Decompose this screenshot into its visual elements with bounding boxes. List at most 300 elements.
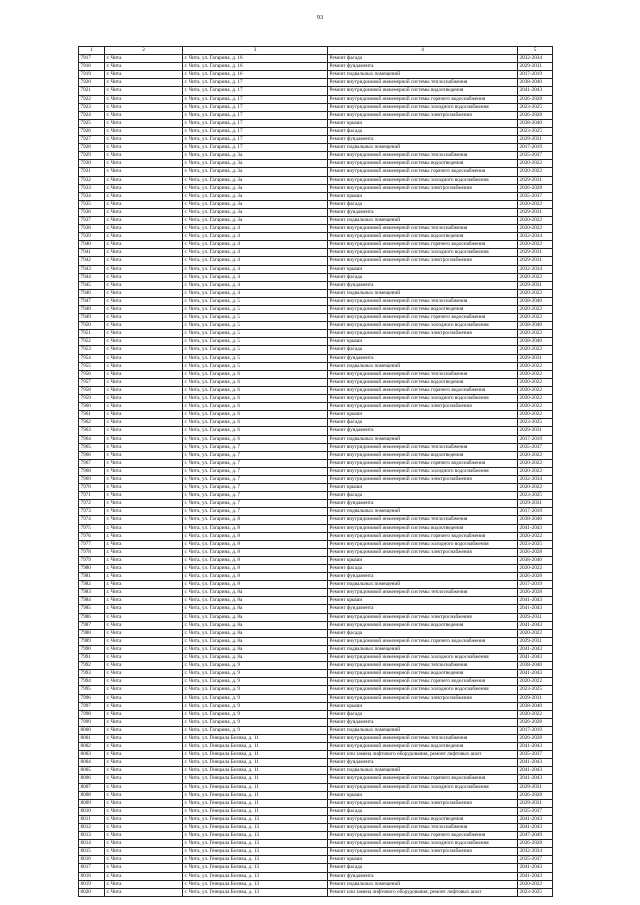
table-row: [79, 710, 553, 718]
cell-work-type: Ремонт внутридомовой инженерной системы водоотведения: [328, 670, 518, 678]
cell-period: 2038-2040: [518, 322, 553, 330]
cell-work-type: Ремонт внутридомовой инженерной системы электроснабжения: [328, 548, 518, 556]
cell-number: 7976: [79, 532, 105, 540]
table-row: [79, 565, 553, 573]
cell-period: 2020-2022: [518, 168, 553, 176]
cell-number: 7953: [79, 346, 105, 354]
cell-period: 2041-2043: [518, 605, 553, 613]
table-row: [79, 354, 553, 362]
cell-period: 2020-2022: [518, 395, 553, 403]
cell-municipality: г. Чита: [105, 322, 183, 330]
table-row: [79, 508, 553, 516]
cell-number: 7939: [79, 233, 105, 241]
cell-period: 2029-2031: [518, 63, 553, 71]
cell-period: 2035-2037: [518, 152, 553, 160]
cell-work-type: Ремонт крыши: [328, 265, 518, 273]
cell-address: г. Чита, ул. Гагарина, д. 5: [183, 354, 328, 362]
cell-address: г. Чита, ул. Гагарина, д. 4: [183, 273, 328, 281]
table-row: [79, 338, 553, 346]
cell-period: 2020-2022: [518, 411, 553, 419]
cell-address: г. Чита, ул. Гагарина, д. 16: [183, 71, 328, 79]
cell-address: г. Чита, ул. Гагарина, д. 4: [183, 289, 328, 297]
cell-number: 8019: [79, 880, 105, 888]
cell-municipality: г. Чита: [105, 403, 183, 411]
table-row: [79, 589, 553, 597]
cell-municipality: г. Чита: [105, 443, 183, 451]
cell-address: г. Чита, ул. Гагарина, д. 8а: [183, 597, 328, 605]
table-row: [79, 759, 553, 767]
cell-municipality: г. Чита: [105, 168, 183, 176]
cell-municipality: г. Чита: [105, 281, 183, 289]
table-row: [79, 208, 553, 216]
cell-period: 2029-2031: [518, 249, 553, 257]
cell-number: 8011: [79, 815, 105, 823]
cell-work-type: Ремонт внутридомовой инженерной системы горячего водоснабжения: [328, 678, 518, 686]
cell-municipality: г. Чита: [105, 289, 183, 297]
table-row: [79, 273, 553, 281]
cell-municipality: г. Чита: [105, 257, 183, 265]
cell-municipality: г. Чита: [105, 759, 183, 767]
cell-period: 2017-2019: [518, 71, 553, 79]
cell-municipality: г. Чита: [105, 621, 183, 629]
cell-work-type: Ремонт крыши: [328, 192, 518, 200]
cell-municipality: г. Чита: [105, 216, 183, 224]
cell-number: 7946: [79, 289, 105, 297]
cell-work-type: Ремонт подвальных помещений: [328, 726, 518, 734]
cell-address: г. Чита, ул. Генерала Белика, д. 13: [183, 888, 328, 896]
cell-address: г. Чита, ул. Генерала Белика, д. 11: [183, 734, 328, 742]
cell-number: 7989: [79, 637, 105, 645]
cell-address: г. Чита, ул. Гагарина, д. 17: [183, 87, 328, 95]
cell-period: 2020-2022: [518, 403, 553, 411]
table-row: [79, 249, 553, 257]
cell-address: г. Чита, ул. Гагарина, д. 6: [183, 395, 328, 403]
cell-municipality: г. Чита: [105, 273, 183, 281]
cell-number: 8003: [79, 751, 105, 759]
cell-work-type: Ремонт внутридомовой инженерной системы электроснабжения: [328, 257, 518, 265]
cell-municipality: г. Чита: [105, 249, 183, 257]
table-header-row: [79, 47, 553, 55]
cell-municipality: г. Чита: [105, 346, 183, 354]
cell-number: 7957: [79, 378, 105, 386]
cell-municipality: г. Чита: [105, 645, 183, 653]
cell-period: 2023-2025: [518, 103, 553, 111]
cell-work-type: Ремонт фундамента: [328, 605, 518, 613]
table-row: [79, 888, 553, 896]
cell-period: 2020-2022: [518, 451, 553, 459]
cell-period: 2026-2028: [518, 184, 553, 192]
table-row: [79, 322, 553, 330]
cell-work-type: Ремонт внутридомовой инженерной системы горячего водоснабжения: [328, 95, 518, 103]
cell-period: 2020-2022: [518, 241, 553, 249]
cell-municipality: г. Чита: [105, 71, 183, 79]
cell-address: г. Чита, ул. Гагарина, д. 7: [183, 459, 328, 467]
cell-address: г. Чита, ул. Гагарина, д. 7: [183, 451, 328, 459]
cell-address: г. Чита, ул. Гагарина, д. 9: [183, 710, 328, 718]
cell-municipality: г. Чита: [105, 484, 183, 492]
cell-municipality: г. Чита: [105, 832, 183, 840]
cell-municipality: г. Чита: [105, 783, 183, 791]
table-row: [79, 832, 553, 840]
cell-work-type: Ремонт внутридомовой инженерной системы водоотведения: [328, 621, 518, 629]
cell-work-type: Ремонт внутридомовой инженерной системы горячего водоснабжения: [328, 775, 518, 783]
cell-number: 7928: [79, 144, 105, 152]
cell-address: г. Чита, ул. Гагарина, д. 8а: [183, 645, 328, 653]
table-row: [79, 119, 553, 127]
cell-period: 2041-2043: [518, 864, 553, 872]
cell-municipality: г. Чита: [105, 427, 183, 435]
table-row: [79, 613, 553, 621]
cell-number: 7998: [79, 710, 105, 718]
cell-number: 7917: [79, 55, 105, 63]
cell-work-type: Ремонт внутридомовой инженерной системы теплоснабжения: [328, 589, 518, 597]
table-row: [79, 427, 553, 435]
cell-municipality: г. Чита: [105, 718, 183, 726]
cell-address: г. Чита, ул. Гагарина, д. 3а: [183, 216, 328, 224]
table-row: [79, 79, 553, 87]
cell-municipality: г. Чита: [105, 807, 183, 815]
table-row: [79, 694, 553, 702]
cell-municipality: г. Чита: [105, 629, 183, 637]
cell-number: 7995: [79, 686, 105, 694]
cell-address: г. Чита, ул. Генерала Белика, д. 11: [183, 767, 328, 775]
cell-number: 7933: [79, 184, 105, 192]
cell-municipality: г. Чита: [105, 103, 183, 111]
cell-address: г. Чита, ул. Гагарина, д. 17: [183, 144, 328, 152]
cell-address: г. Чита, ул. Гагарина, д. 8: [183, 532, 328, 540]
column-header-address: 3: [183, 47, 328, 55]
table-row: [79, 629, 553, 637]
table-row: [79, 111, 553, 119]
cell-period: 2029-2031: [518, 136, 553, 144]
table-row: [79, 500, 553, 508]
table-row: [79, 880, 553, 888]
cell-number: 7984: [79, 597, 105, 605]
cell-period: 2035-2037: [518, 807, 553, 815]
cell-number: 7935: [79, 200, 105, 208]
table-row: [79, 799, 553, 807]
cell-period: 2026-2028: [518, 573, 553, 581]
table-row: [79, 63, 553, 71]
cell-address: г. Чита, ул. Гагарина, д. 16: [183, 63, 328, 71]
cell-municipality: г. Чита: [105, 225, 183, 233]
cell-municipality: г. Чита: [105, 411, 183, 419]
cell-period: 2029-2031: [518, 281, 553, 289]
cell-period: 2026-2028: [518, 95, 553, 103]
cell-work-type: Ремонт внутридомовой инженерной системы холодного водоснабжения: [328, 395, 518, 403]
cell-address: г. Чита, ул. Гагарина, д. 4: [183, 241, 328, 249]
cell-municipality: г. Чита: [105, 540, 183, 548]
cell-number: 7936: [79, 208, 105, 216]
cell-work-type: Ремонт внутридомовой инженерной системы холодного водоснабжения: [328, 176, 518, 184]
cell-number: 7950: [79, 322, 105, 330]
cell-address: г. Чита, ул. Гагарина, д. 7: [183, 508, 328, 516]
cell-municipality: г. Чита: [105, 378, 183, 386]
cell-number: 7977: [79, 540, 105, 548]
table-row: [79, 637, 553, 645]
cell-work-type: Ремонт подвальных помещений: [328, 289, 518, 297]
cell-period: 2029-2031: [518, 257, 553, 265]
cell-period: 2023-2025: [518, 419, 553, 427]
table-row: [79, 378, 553, 386]
cell-address: г. Чита, ул. Гагарина, д. 8: [183, 516, 328, 524]
cell-period: 2020-2022: [518, 362, 553, 370]
cell-period: 2032-2034: [518, 475, 553, 483]
cell-municipality: г. Чита: [105, 605, 183, 613]
cell-address: г. Чита, ул. Гагарина, д. 4: [183, 225, 328, 233]
cell-municipality: г. Чита: [105, 63, 183, 71]
cell-number: 7951: [79, 330, 105, 338]
table-row: [79, 540, 553, 548]
cell-municipality: г. Чита: [105, 306, 183, 314]
cell-work-type: Ремонт фасада: [328, 492, 518, 500]
cell-number: 7922: [79, 95, 105, 103]
cell-period: 2038-2040: [518, 297, 553, 305]
cell-number: 7940: [79, 241, 105, 249]
cell-municipality: г. Чита: [105, 136, 183, 144]
cell-work-type: Ремонт подвальных помещений: [328, 508, 518, 516]
cell-work-type: Ремонт фундамента: [328, 281, 518, 289]
table-row: [79, 807, 553, 815]
cell-municipality: г. Чита: [105, 726, 183, 734]
cell-number: 7990: [79, 645, 105, 653]
cell-period: 2020-2022: [518, 289, 553, 297]
cell-period: 2029-2031: [518, 208, 553, 216]
cell-work-type: Ремонт внутридомовой инженерной системы электроснабжения: [328, 848, 518, 856]
cell-municipality: г. Чита: [105, 127, 183, 135]
cell-period: 2020-2022: [518, 484, 553, 492]
cell-municipality: г. Чита: [105, 500, 183, 508]
cell-municipality: г. Чита: [105, 297, 183, 305]
cell-period: 2038-2040: [518, 702, 553, 710]
cell-work-type: Ремонт внутридомовой инженерной системы горячего водоснабжения: [328, 241, 518, 249]
cell-municipality: г. Чита: [105, 888, 183, 896]
cell-address: г. Чита, ул. Генерала Белика, д. 11: [183, 759, 328, 767]
cell-municipality: г. Чита: [105, 386, 183, 394]
cell-address: г. Чита, ул. Гагарина, д. 9: [183, 686, 328, 694]
cell-municipality: г. Чита: [105, 55, 183, 63]
cell-work-type: Ремонт внутридомовой инженерной системы теплоснабжения: [328, 516, 518, 524]
table-row: [79, 767, 553, 775]
cell-period: 2029-2031: [518, 783, 553, 791]
table-row: [79, 621, 553, 629]
cell-municipality: г. Чита: [105, 880, 183, 888]
cell-municipality: г. Чита: [105, 597, 183, 605]
cell-address: г. Чита, ул. Гагарина, д. 5: [183, 346, 328, 354]
cell-municipality: г. Чита: [105, 144, 183, 152]
cell-period: 2047-2049: [518, 832, 553, 840]
cell-address: г. Чита, ул. Генерала Белика, д. 11: [183, 791, 328, 799]
cell-work-type: Ремонт внутридомовой инженерной системы водоотведения: [328, 87, 518, 95]
cell-work-type: Ремонт подвальных помещений: [328, 767, 518, 775]
cell-work-type: Ремонт внутридомовой инженерной системы холодного водоснабжения: [328, 249, 518, 257]
cell-address: г. Чита, ул. Гагарина, д. 6: [183, 419, 328, 427]
cell-number: 7938: [79, 225, 105, 233]
table-row: [79, 362, 553, 370]
cell-period: 2038-2040: [518, 338, 553, 346]
cell-work-type: Ремонт внутридомовой инженерной системы холодного водоснабжения: [328, 686, 518, 694]
cell-period: 2023-2025: [518, 540, 553, 548]
cell-municipality: г. Чита: [105, 872, 183, 880]
cell-municipality: г. Чита: [105, 119, 183, 127]
cell-number: 7993: [79, 670, 105, 678]
cell-municipality: г. Чита: [105, 556, 183, 564]
cell-municipality: г. Чита: [105, 492, 183, 500]
cell-municipality: г. Чита: [105, 856, 183, 864]
cell-period: 2026-2028: [518, 840, 553, 848]
table-row: [79, 443, 553, 451]
cell-number: 7961: [79, 411, 105, 419]
cell-number: 7955: [79, 362, 105, 370]
cell-number: 8007: [79, 783, 105, 791]
cell-period: 2029-2031: [518, 354, 553, 362]
cell-period: 2029-2031: [518, 176, 553, 184]
cell-municipality: г. Чита: [105, 824, 183, 832]
cell-period: 2038-2040: [518, 516, 553, 524]
cell-municipality: г. Чита: [105, 508, 183, 516]
cell-period: 2041-2043: [518, 759, 553, 767]
cell-municipality: г. Чита: [105, 686, 183, 694]
cell-number: 7985: [79, 605, 105, 613]
cell-period: 2020-2022: [518, 346, 553, 354]
cell-address: г. Чита, ул. Генерала Белика, д. 11: [183, 799, 328, 807]
table-body: [79, 55, 553, 897]
cell-work-type: Ремонт или замена лифтового оборудования, ремонт лифтовых шахт: [328, 888, 518, 896]
cell-period: 2032-2034: [518, 233, 553, 241]
cell-work-type: Ремонт крыши: [328, 702, 518, 710]
table-row: [79, 775, 553, 783]
cell-work-type: Ремонт крыши: [328, 597, 518, 605]
cell-municipality: г. Чита: [105, 516, 183, 524]
cell-municipality: г. Чита: [105, 95, 183, 103]
cell-period: 2020-2022: [518, 467, 553, 475]
cell-work-type: Ремонт внутридомовой инженерной системы горячего водоснабжения: [328, 386, 518, 394]
cell-address: г. Чита, ул. Гагарина, д. 17: [183, 103, 328, 111]
cell-work-type: Ремонт внутридомовой инженерной системы водоотведения: [328, 160, 518, 168]
table-row: [79, 848, 553, 856]
cell-number: 8018: [79, 872, 105, 880]
cell-work-type: Ремонт фасада: [328, 200, 518, 208]
table-row: [79, 686, 553, 694]
cell-number: 7968: [79, 467, 105, 475]
cell-work-type: Ремонт внутридомовой инженерной системы теплоснабжения: [328, 297, 518, 305]
cell-period: 2041-2043: [518, 654, 553, 662]
cell-address: г. Чита, ул. Гагарина, д. 8а: [183, 654, 328, 662]
cell-municipality: г. Чита: [105, 152, 183, 160]
cell-number: 7972: [79, 500, 105, 508]
cell-period: 2035-2037: [518, 856, 553, 864]
table-row: [79, 751, 553, 759]
cell-number: 8009: [79, 799, 105, 807]
cell-period: 2023-2025: [518, 127, 553, 135]
cell-work-type: Ремонт внутридомовой инженерной системы холодного водоснабжения: [328, 103, 518, 111]
cell-number: 7944: [79, 273, 105, 281]
cell-period: 2020-2022: [518, 710, 553, 718]
cell-period: 2017-2019: [518, 726, 553, 734]
cell-work-type: Ремонт фасада: [328, 419, 518, 427]
cell-period: 2020-2022: [518, 225, 553, 233]
cell-period: 2020-2022: [518, 459, 553, 467]
table-row: [79, 257, 553, 265]
table-row: [79, 484, 553, 492]
table-row: [79, 419, 553, 427]
cell-work-type: Ремонт подвальных помещений: [328, 581, 518, 589]
cell-period: 2017-2019: [518, 581, 553, 589]
cell-work-type: Ремонт внутридомовой инженерной системы теплоснабжения: [328, 79, 518, 87]
cell-work-type: Ремонт или замена лифтового оборудования, ремонт лифтовых шахт: [328, 751, 518, 759]
cell-period: 2020-2022: [518, 306, 553, 314]
cell-number: 7991: [79, 654, 105, 662]
cell-work-type: Ремонт фундамента: [328, 427, 518, 435]
cell-address: г. Чита, ул. Гагарина, д. 5: [183, 322, 328, 330]
cell-address: г. Чита, ул. Гагарина, д. 8: [183, 581, 328, 589]
cell-work-type: Ремонт внутридомовой инженерной системы водоотведения: [328, 451, 518, 459]
cell-number: 7962: [79, 419, 105, 427]
cell-address: г. Чита, ул. Гагарина, д. 3а: [183, 208, 328, 216]
cell-address: г. Чита, ул. Гагарина, д. 3а: [183, 152, 328, 160]
table-row: [79, 225, 553, 233]
cell-number: 7923: [79, 103, 105, 111]
cell-work-type: Ремонт внутридомовой инженерной системы водоотведения: [328, 815, 518, 823]
cell-address: г. Чита, ул. Гагарина, д. 7: [183, 492, 328, 500]
cell-municipality: г. Чита: [105, 589, 183, 597]
cell-address: г. Чита, ул. Генерала Белика, д. 11: [183, 807, 328, 815]
cell-municipality: г. Чита: [105, 662, 183, 670]
cell-address: г. Чита, ул. Гагарина, д. 17: [183, 95, 328, 103]
cell-address: г. Чита, ул. Гагарина, д. 6: [183, 411, 328, 419]
cell-work-type: Ремонт фундамента: [328, 872, 518, 880]
cell-number: 7982: [79, 581, 105, 589]
cell-address: г. Чита, ул. Гагарина, д. 6: [183, 386, 328, 394]
cell-address: г. Чита, ул. Гагарина, д. 5: [183, 330, 328, 338]
cell-number: 7999: [79, 718, 105, 726]
cell-period: 2029-2031: [518, 694, 553, 702]
cell-number: 7918: [79, 63, 105, 71]
cell-number: 7971: [79, 492, 105, 500]
cell-number: 7986: [79, 613, 105, 621]
cell-address: г. Чита, ул. Гагарина, д. 17: [183, 111, 328, 119]
cell-work-type: Ремонт крыши: [328, 556, 518, 564]
cell-address: г. Чита, ул. Генерала Белика, д. 13: [183, 848, 328, 856]
table-row: [79, 265, 553, 273]
cell-work-type: Ремонт фасада: [328, 629, 518, 637]
cell-address: г. Чита, ул. Гагарина, д. 5: [183, 338, 328, 346]
cell-period: 2032-2034: [518, 55, 553, 63]
cell-address: г. Чита, ул. Гагарина, д. 4: [183, 281, 328, 289]
cell-period: 2041-2043: [518, 87, 553, 95]
cell-work-type: Ремонт фасада: [328, 864, 518, 872]
table-row: [79, 216, 553, 224]
cell-municipality: г. Чита: [105, 330, 183, 338]
table-row: [79, 281, 553, 289]
cell-work-type: Ремонт внутридомовой инженерной системы холодного водоснабжения: [328, 840, 518, 848]
table-row: [79, 670, 553, 678]
cell-number: 7969: [79, 475, 105, 483]
cell-address: г. Чита, ул. Гагарина, д. 7: [183, 467, 328, 475]
cell-address: г. Чита, ул. Гагарина, д. 9: [183, 670, 328, 678]
table-row: [79, 160, 553, 168]
cell-number: 7952: [79, 338, 105, 346]
cell-work-type: Ремонт подвальных помещений: [328, 362, 518, 370]
cell-number: 8015: [79, 848, 105, 856]
table-row: [79, 168, 553, 176]
table-row: [79, 289, 553, 297]
cell-municipality: г. Чита: [105, 314, 183, 322]
cell-period: 2041-2043: [518, 524, 553, 532]
cell-work-type: Ремонт внутридомовой инженерной системы водоотведения: [328, 524, 518, 532]
cell-number: 7970: [79, 484, 105, 492]
cell-municipality: г. Чита: [105, 613, 183, 621]
